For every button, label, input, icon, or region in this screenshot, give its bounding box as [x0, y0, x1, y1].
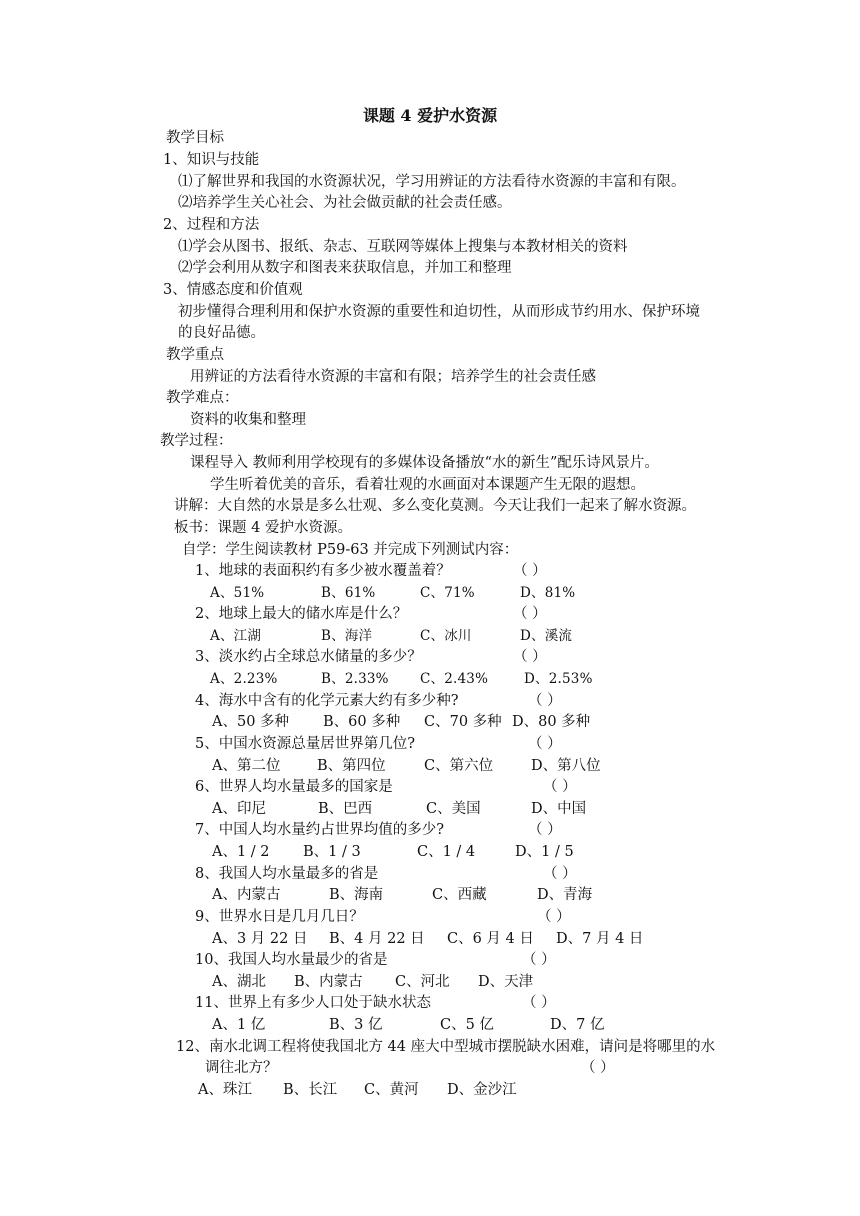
option: A、50 多种 [212, 714, 290, 730]
option: D、7 月 4 日 [556, 931, 644, 947]
option: C、美国 [426, 801, 481, 817]
option: A、印尼 [212, 801, 266, 817]
option: B、第四位 [317, 758, 386, 774]
objectives-heading: 教学目标 [166, 130, 224, 146]
option: A、1 亿 [212, 1017, 266, 1033]
process-heading: 教学过程： [160, 433, 233, 449]
option: D、溪流 [520, 628, 573, 644]
document-title: 课题 4 爱护水资源 [362, 106, 498, 125]
process-method-heading: 2、过程和方法 [163, 217, 260, 233]
difficulty-text: 资料的收集和整理 [190, 412, 306, 428]
question-3: 3、淡水约占全球总水储量的多少？ [195, 649, 422, 665]
option: D、金沙江 [447, 1082, 517, 1098]
option: C、1 / 4 [417, 844, 476, 860]
answer-blank-11: （ ） [522, 995, 556, 1011]
knowledge-item-1: ⑴了解世界和我国的水资源状况，学习用辨证的方法看待水资源的丰富和有限。 [178, 174, 686, 190]
process-method-item-1: ⑴学会从图书、报纸、杂志、互联网等媒体上搜集与本教材相关的资料 [178, 239, 628, 255]
option: D、7 亿 [550, 1017, 605, 1033]
option: D、第八位 [531, 758, 601, 774]
question-6: 6、世界人均水量最多的国家是 [195, 779, 393, 795]
option: C、冰川 [420, 628, 472, 644]
question-7: 7、中国人均水量约占世界均值的多少? [195, 822, 444, 838]
option: C、2.43% [420, 671, 489, 687]
option: D、青海 [537, 887, 593, 903]
option: D、2.53% [524, 671, 593, 687]
explain-text: 讲解：大自然的水景是多么壮观、多么变化莫测。今天让我们一起来了解水资源。 [174, 498, 696, 514]
option: A、2.23% [210, 671, 278, 687]
option: B、2.33% [321, 671, 389, 687]
intro-line-1: 课程导入 教师利用学校现有的多媒体设备播放“水的新生”配乐诗风景片。 [190, 455, 659, 471]
option: D、80 多种 [512, 714, 591, 730]
option: A、3 月 22 日 [212, 931, 308, 947]
option: C、70 多种 [424, 714, 502, 730]
board-text: 板书：课题 4 爱护水资源。 [174, 520, 352, 536]
option: B、61% [321, 585, 376, 601]
option: C、河北 [395, 974, 450, 990]
option: A、江湖 [210, 628, 262, 644]
option: B、60 多种 [323, 714, 401, 730]
option: A、珠江 [198, 1082, 252, 1098]
question-8: 8、我国人均水量最多的省是 [195, 866, 379, 882]
question-10: 10、我国人均水量最少的省是 [195, 952, 388, 968]
difficulty-heading: 教学难点： [166, 390, 239, 406]
answer-blank-12: （ ） [581, 1060, 615, 1076]
question-2: 2、地球上最大的储水库是什么？ [195, 606, 408, 622]
question-12-line-2: 调往北方？ [205, 1060, 278, 1076]
knowledge-heading: 1、知识与技能 [163, 152, 260, 168]
question-4: 4、海水中含有的化学元素大约有多少种? [195, 693, 459, 709]
answer-blank-5: （ ） [528, 736, 562, 752]
option: D、81% [520, 585, 576, 601]
answer-blank-9: （ ） [537, 909, 571, 925]
process-method-item-2: ⑵学会利用从数字和图表来获取信息，并加工和整理 [178, 260, 512, 276]
option: B、长江 [283, 1082, 338, 1098]
option: C、黄河 [364, 1082, 419, 1098]
question-11: 11、世界上有多少人口处于缺水状态 [195, 995, 431, 1011]
emotion-text-line-1: 初步懂得合理利用和保护水资源的重要性和迫切性，从而形成节约用水、保护环境 [178, 304, 700, 320]
option: C、第六位 [424, 758, 494, 774]
option: A、51% [210, 585, 265, 601]
answer-blank-6: （ ） [543, 779, 577, 795]
intro-line-2: 学生听着优美的音乐，看着壮观的水画面对本课题产生无限的遐想。 [210, 477, 645, 493]
question-1: 1、地球的表面积约有多少被水覆盖着？ [195, 563, 451, 579]
answer-blank-10: （ ） [522, 952, 556, 968]
question-12-line-1: 12、南水北调工程将使我国北方 44 座大中型城市摆脱缺水困难，请问是将哪里的水 [176, 1039, 716, 1055]
option: B、内蒙古 [294, 974, 363, 990]
self-study-text: 自学：学生阅读教材 P59-63 并完成下列测试内容： [182, 542, 519, 558]
option: B、4 月 22 日 [329, 931, 425, 947]
emotion-text-line-2: 的良好品德。 [178, 325, 265, 341]
option: C、6 月 4 日 [447, 931, 534, 947]
emotion-heading: 3、情感态度和价值观 [163, 282, 303, 298]
option: A、第二位 [212, 758, 281, 774]
key-point-heading: 教学重点 [166, 347, 224, 363]
option: D、天津 [478, 974, 534, 990]
option: C、71% [420, 585, 475, 601]
answer-blank-8: （ ） [543, 866, 577, 882]
question-9: 9、世界水日是几月几日？ [195, 909, 364, 925]
option: D、中国 [531, 801, 587, 817]
option: B、海洋 [321, 628, 373, 644]
option: B、巴西 [318, 801, 373, 817]
option: B、海南 [329, 887, 384, 903]
knowledge-item-2: ⑵培养学生关心社会、为社会做贡献的社会责任感。 [178, 195, 512, 211]
question-5: 5、中国水资源总量居世界第几位? [195, 736, 415, 752]
answer-blank-1: （ ） [513, 563, 547, 579]
option: B、1 / 3 [303, 844, 361, 860]
option: B、3 亿 [329, 1017, 383, 1033]
answer-blank-7: （ ） [528, 822, 562, 838]
option: A、内蒙古 [212, 887, 281, 903]
option: A、1 / 2 [212, 844, 270, 860]
key-point-text: 用辨证的方法看待水资源的丰富和有限；培养学生的社会责任感 [190, 369, 596, 385]
option: C、西藏 [432, 887, 487, 903]
option: D、1 / 5 [515, 844, 574, 860]
option: C、5 亿 [440, 1017, 494, 1033]
option: A、湖北 [212, 974, 266, 990]
answer-blank-4: （ ） [528, 693, 562, 709]
answer-blank-2: （ ） [513, 606, 547, 622]
answer-blank-3: （ ） [513, 649, 547, 665]
